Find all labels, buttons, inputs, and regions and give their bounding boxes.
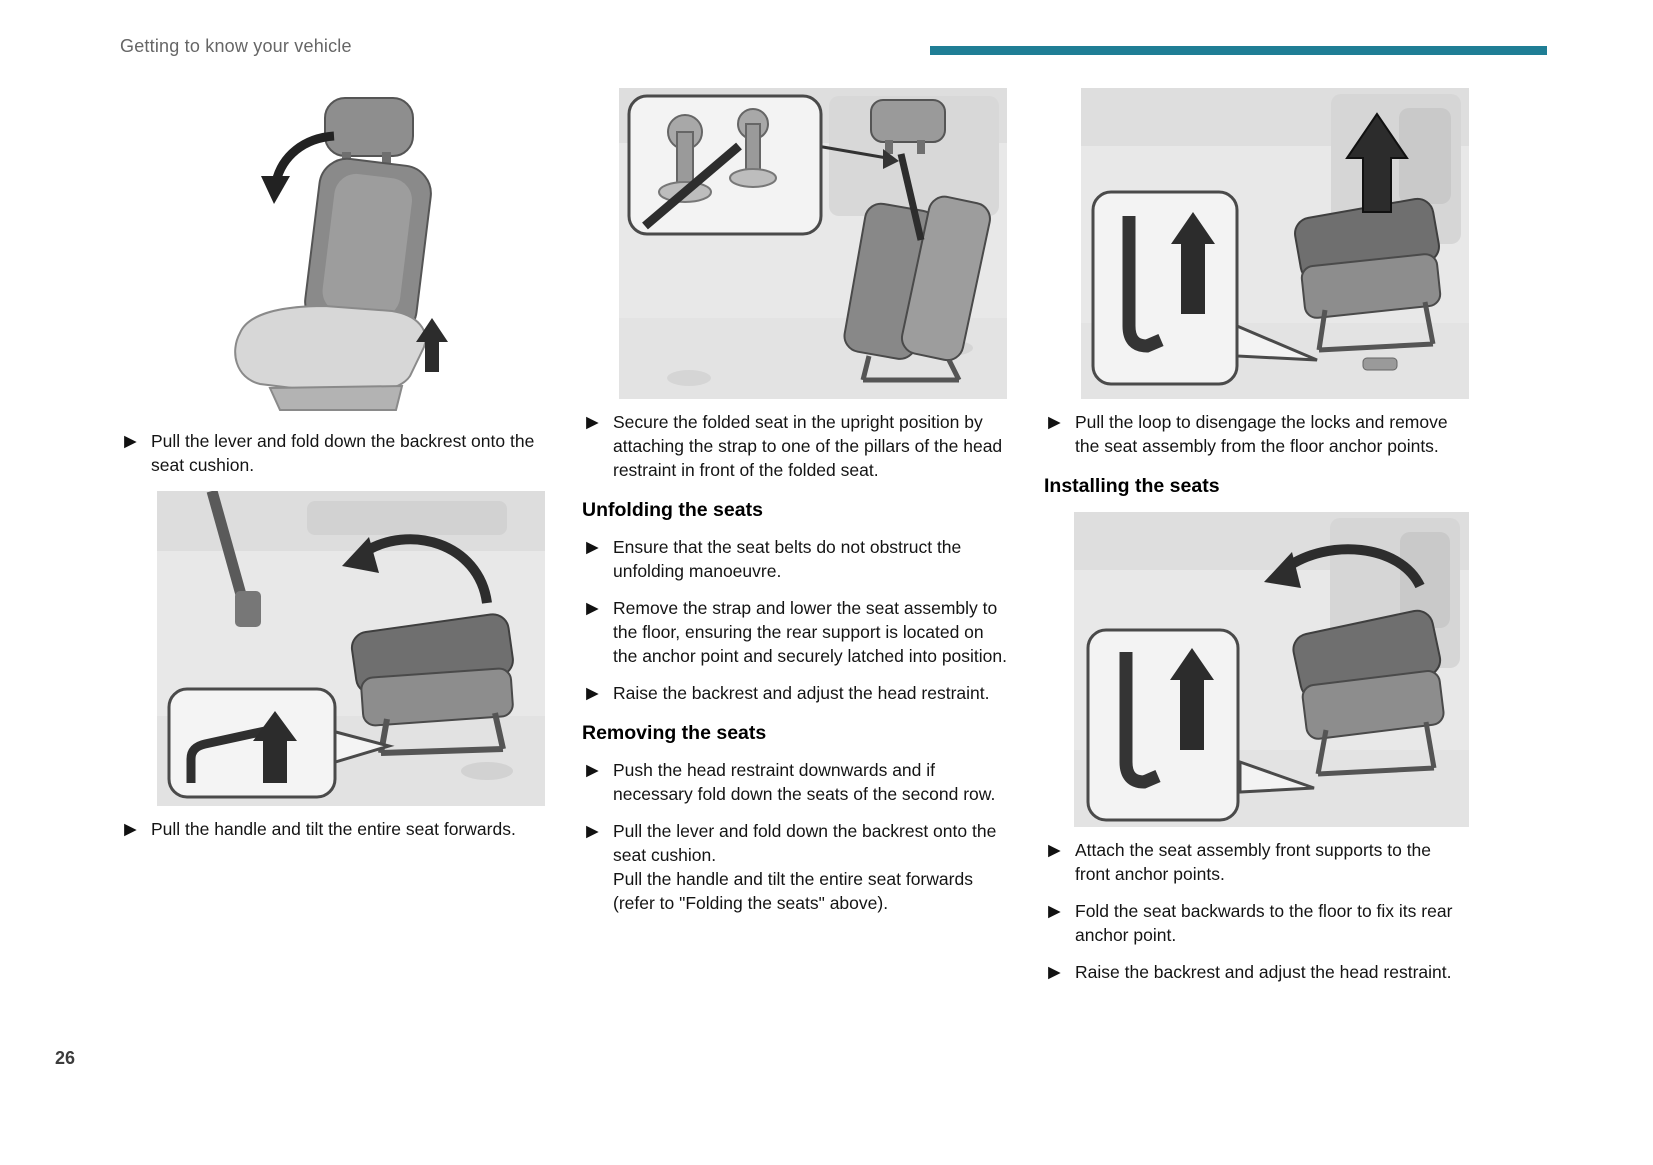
section-heading-unfolding: Unfolding the seats (582, 498, 763, 521)
instruction-item (582, 682, 1007, 706)
install-seat-illustration (1074, 512, 1469, 827)
instruction-text: Pull the lever and fold down the backrest onto the seat cushion. (151, 431, 535, 475)
instruction-item (1044, 839, 1469, 887)
instruction-item (582, 759, 1007, 807)
pillar-strap-inset (629, 96, 821, 234)
header-accent-bar (930, 46, 1547, 55)
strap-pull-inset (1093, 192, 1237, 384)
instruction-item (1044, 411, 1469, 459)
secure-strap-illustration (619, 88, 1007, 399)
handle-detail-inset (169, 689, 335, 797)
instruction-text: Raise the backrest and adjust the head restraint. (613, 682, 990, 703)
bullet-arrow-icon: ► (582, 681, 603, 705)
page-header-title: Getting to know your vehicle (120, 36, 352, 56)
instruction-item (1044, 961, 1469, 985)
instruction-text: Secure the folded seat in the upright position by attaching the strap to one of the pillars of the head restraint in front of the folded seat. (613, 412, 1003, 480)
bullet-arrow-icon: ► (1044, 838, 1065, 862)
instruction-text: Ensure that the seat belts do not obstruct the unfolding manoeuvre. (613, 536, 962, 581)
fold-backrest-illustration (120, 88, 545, 418)
strap-pull-inset (1088, 630, 1238, 820)
instruction-item (582, 820, 1007, 916)
instruction-item (582, 597, 1007, 669)
bullet-arrow-icon: ► (582, 596, 603, 620)
tilt-seat-illustration (157, 491, 545, 806)
section-heading-removing: Removing the seats (582, 721, 767, 744)
instruction-item (582, 411, 1007, 483)
bullet-arrow-icon: ► (582, 411, 603, 434)
column-unfold-remove (582, 88, 1007, 929)
instruction-text: Attach the seat assembly front supports to the front anchor points. (1075, 839, 1432, 884)
bullet-arrow-icon: ► (1044, 960, 1065, 984)
section-heading-installing: Installing the seats (1044, 474, 1220, 497)
bullet-arrow-icon: ► (1044, 899, 1065, 923)
instruction-text: Push the head restraint downwards and if necessary fold down the seats of the second row. (613, 759, 996, 804)
instruction-item (582, 536, 1007, 584)
instruction-text: Pull the loop to disengage the locks and remove the seat assembly from the floor anchor points. (1075, 412, 1448, 456)
instruction-text: Remove the strap and lower the seat assembly to the floor, ensuring the rear support is located on the anchor point and securely latched into position. (613, 597, 1008, 666)
bullet-arrow-icon: ► (582, 535, 603, 559)
column-folding (120, 88, 545, 855)
bullet-arrow-icon: ► (582, 758, 603, 782)
bullet-arrow-icon: ► (1044, 411, 1065, 434)
instruction-item (1044, 900, 1469, 948)
page-number: 26 (55, 1048, 76, 1068)
instruction-text: Fold the seat backwards to the floor to fix its rear anchor point. (1075, 900, 1453, 945)
instruction-text: Pull the lever and fold down the backrest onto the seat cushion. Pull the handle and tilt the entire seat forwards (refer to "Folding the seats" above). (613, 820, 997, 913)
instruction-item (120, 818, 545, 842)
remove-seat-illustration (1081, 88, 1469, 399)
bullet-arrow-icon: ► (120, 430, 141, 453)
bullet-arrow-icon: ► (582, 819, 603, 843)
instruction-text: Raise the backrest and adjust the head restraint. (1075, 961, 1452, 982)
instruction-item (120, 430, 545, 478)
content-columns (120, 88, 1470, 998)
bullet-arrow-icon: ► (120, 817, 141, 841)
instruction-text: Pull the handle and tilt the entire seat forwards. (151, 818, 516, 839)
column-remove-install (1044, 88, 1469, 998)
